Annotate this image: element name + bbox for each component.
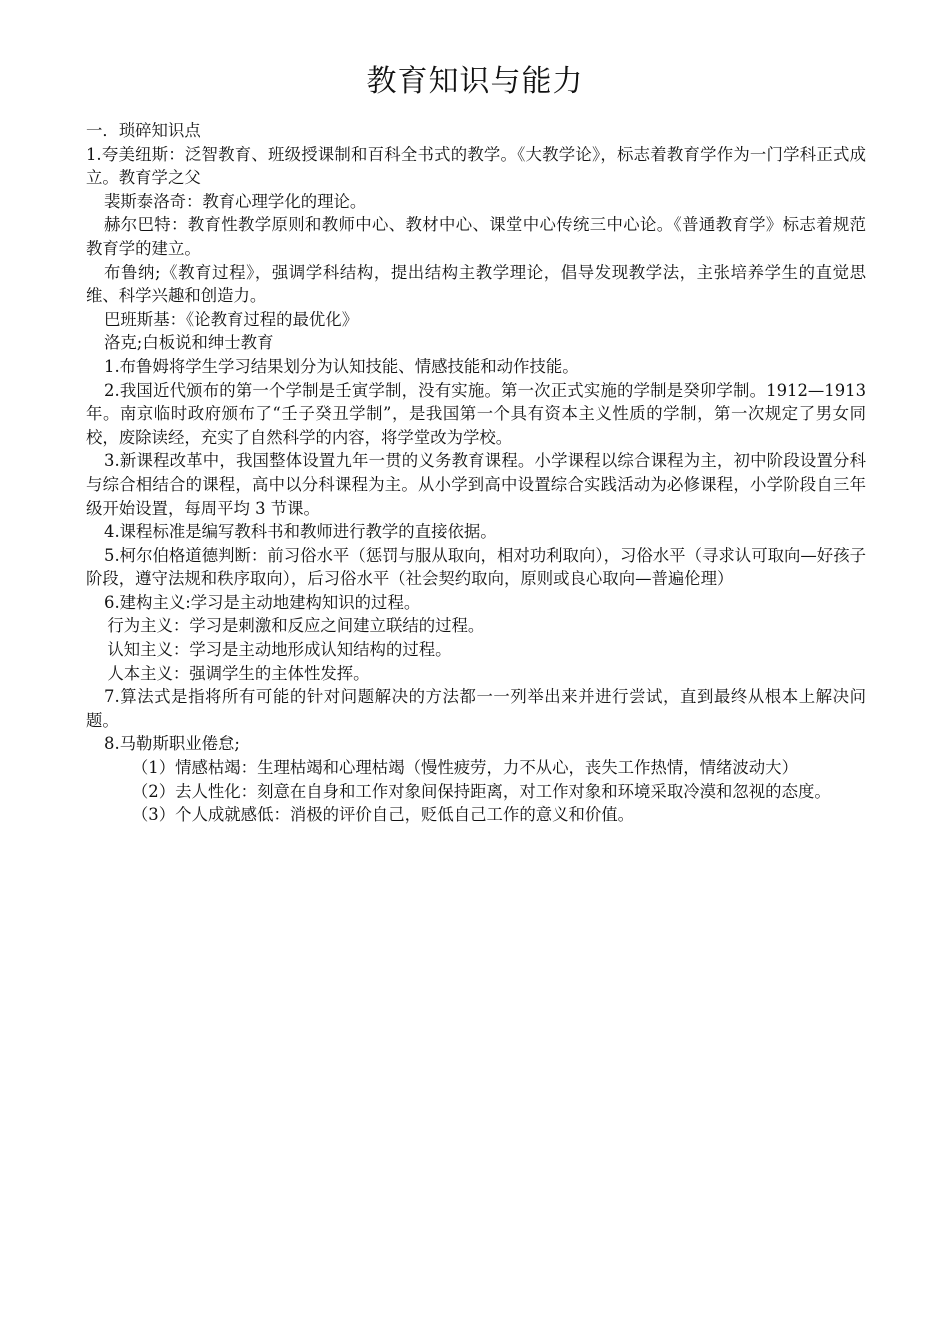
paragraph-humanism: 人本主义：强调学生的主体性发挥。: [107, 663, 370, 683]
paragraph-pestalozzi: 裴斯泰洛奇：教育心理学化的理论。: [104, 191, 367, 211]
paragraph-item-2: 2.我国近代颁布的第一个学制是壬寅学制，没有实施。第一次正式实施的学制是癸卯学制。1912—1913年。南京临时政府颁布了“壬子癸丑学制”，是我国第一个具有资本主义性质的学制，第一次规定了男女同校，废除读经，充实了自然科学的内容，将学堂改为学校。: [86, 380, 866, 447]
document-body: [86, 119, 866, 827]
paragraph-item-4: 4.课程标准是编写教科书和教师进行教学的直接依据。: [104, 522, 497, 542]
paragraph-item-1: 1.布鲁姆将学生学习结果划分为认知技能、情感技能和动作技能。: [104, 356, 579, 376]
document-title: 教育知识与能力: [366, 64, 584, 99]
paragraph-burnout-1: （1）情感枯竭：生理枯竭和心理枯竭（慢性疲劳，力不从心，丧失工作热情，情绪波动大）: [131, 758, 798, 778]
paragraph-cognitivism: 认知主义：学习是主动地形成认知结构的过程。: [107, 640, 452, 660]
paragraph-comenius: 1.夸美纽斯：泛智教育、班级授课制和百科全书式的教学。《大教学论》，标志着教育学作为一门学科正式成立。教育学之父: [86, 144, 866, 188]
paragraph-babansky: 巴班斯基：《论教育过程的最优化》: [104, 309, 359, 329]
paragraph-burnout-3: （3）个人成就感低：消极的评价自己，贬低自己工作的意义和价值。: [131, 805, 635, 825]
paragraph-item-3: 3.新课程改革中，我国整体设置九年一贯的义务教育课程。小学课程以综合课程为主，初中阶段设置分科与综合相结合的课程，高中以分科课程为主。从小学到高中设置综合实践活动为必修课程，小学阶段自三年级开始设置，每周平均 3 节课。: [86, 451, 866, 518]
paragraph-burnout-2: （2）去人性化：刻意在自身和工作对象间保持距离，对工作对象和环境采取冷漠和忽视的态度。: [131, 781, 831, 801]
paragraph-bruner: 布鲁纳;《教育过程》，强调学科结构，提出结构主教学理论，倡导发现教学法，主张培养学生的直觉思维、科学兴趣和创造力。: [86, 262, 866, 306]
paragraph-item-8: 8.马勒斯职业倦怠;: [104, 734, 240, 754]
section-heading: 一．琐碎知识点: [86, 121, 201, 140]
paragraph-item-5: 5.柯尔伯格道德判断：前习俗水平（惩罚与服从取向，相对功利取向），习俗水平（寻求认可取向—好孩子阶段，遵守法规和秩序取向），后习俗水平（社会契约取向，原则或良心取向—普遍伦理）: [86, 545, 866, 589]
paragraph-item-7: 7.算法式是指将所有可能的针对问题解决的方法都一一列举出来并进行尝试，直到最终从根本上解决问题。: [86, 687, 866, 730]
paragraph-item-6: 6.建构主义:学习是主动地建构知识的过程。: [104, 592, 421, 612]
paragraph-herbart: 赫尔巴特：教育性教学原则和教师中心、教材中心、课堂中心传统三中心论。《普通教育学》标志着规范教育学的建立。: [86, 215, 866, 258]
paragraph-behaviorism: 行为主义：学习是刺激和反应之间建立联结的过程。: [107, 616, 485, 636]
paragraph-locke: 洛克;白板说和绅士教育: [104, 333, 274, 353]
